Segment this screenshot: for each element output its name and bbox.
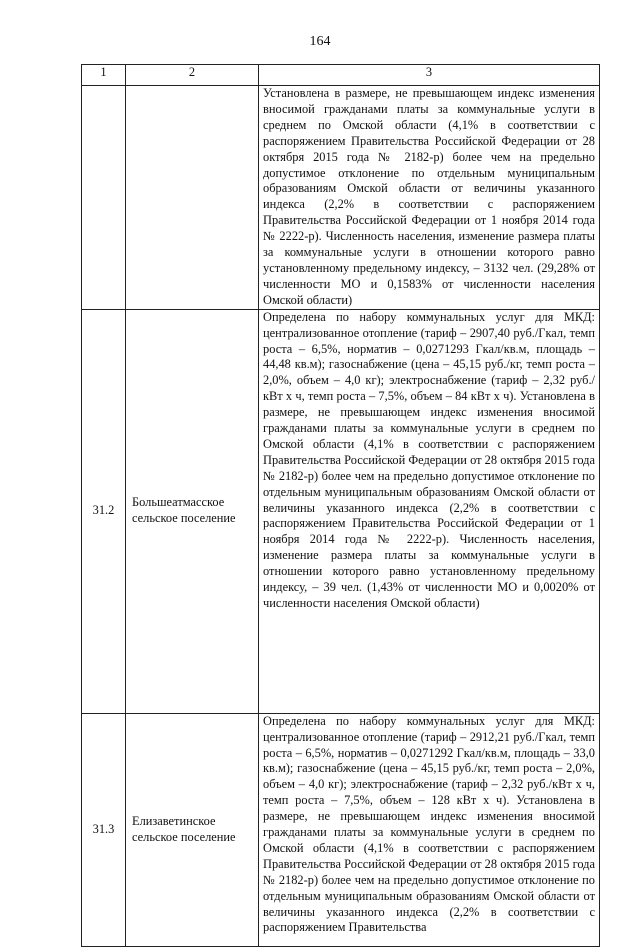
row-number: 31.3 — [82, 713, 126, 946]
table-row — [82, 713, 600, 946]
table-row — [82, 86, 600, 310]
page-number: 164 — [309, 34, 331, 49]
document-table — [81, 64, 600, 947]
column-header-1: 1 — [82, 65, 126, 86]
column-header-2: 2 — [126, 65, 259, 86]
settlement-name — [126, 86, 259, 310]
settlement-name: Большеатмасское сельское поселение — [126, 309, 259, 713]
row-description: Определена по набору коммунальных услуг для МКД: централизованное отопление (тариф – 2912,21 руб./Гкал, темп роста – 6,5%, норматив – 0,0271292 Гкал/кв.м, площадь – 33,0 кв.м); газоснабжение (цена – 45,15 руб./кг, темп роста – 2,0%, объем – 4,0 кг); электроснабжение (тариф – 2,32 руб./кВт х ч, темп роста – 7,5%, объем – 128 кВт х ч). Установлена в размере, не превышающем индекс изменения вносимой гражданами платы за коммунальные услуги в среднем по Омской области (4,1% в соответствии с распоряжением Правительства Российской Федерации от 28 октября 2015 года № 2182-р) более чем на предельно допустимое отклонение по отдельным муниципальным образованиям Омской области от величины указанного индекса (2,2% в соответствии с распоряжением Правительства — [259, 713, 600, 946]
row-description: Определена по набору коммунальных услуг для МКД: централизованное отопление (тариф – 2907,40 руб./Гкал, темп роста – 6,5%, норматив – 0,0271293 Гкал/кв.м, площадь – 44,48 кв.м); газоснабжение (цена – 45,15 руб./кг, темп роста – 2,0%, объем – 4,0 кг); электроснабжение (тариф – 2,32 руб./кВт х ч, темп роста – 7,5%, объем – 84 кВт х ч). Установлена в размере, не превышающем индекс изменения вносимой гражданами платы за коммунальные услуги в среднем по Омской области (4,1% в соответствии с распоряжением Правительства Российской Федерации от 28 октября 2015 года № 2182-р) более чем на предельно допустимое отклонение по отдельным муниципальным образованиям Омской области от величины указанного индекса (2,2% в соответствии с распоряжением Правительства Российской Федерации от 1 ноября 2014 года № 2222-р). Численность населения, изменение размера платы за коммунальные услуги в отношении которого равно установленному предельному индексу, – 39 чел. (1,43% от численности МО и 0,0020% от численности населения Омской области) — [259, 309, 600, 713]
row-description: Установлена в размере, не превышающем индекс изменения вносимой гражданами платы за коммунальные услуги в среднем по Омской области (4,1% в соответствии с распоряжением Правительства Российской Федерации от 28 октября 2015 года № 2182-р) более чем на предельно допустимое отклонение по отдельным муниципальным образованиям Омской области от величины указанного индекса (2,2% в соответствии с распоряжением Правительства Российской Федерации от 1 ноября 2014 года № 2222-р). Численность населения, изменение размера платы за коммунальные услуги в отношении которого равно установленному предельному индексу, – 3132 чел. (29,28% от численности МО и 0,1583% от численности населения Омской области) — [259, 86, 600, 310]
row-number: 31.2 — [82, 309, 126, 713]
table-header-row — [82, 65, 600, 86]
column-header-3: 3 — [259, 65, 600, 86]
row-number — [82, 86, 126, 310]
table-row — [82, 309, 600, 713]
settlement-name: Елизаветинское сельское поселение — [126, 713, 259, 946]
